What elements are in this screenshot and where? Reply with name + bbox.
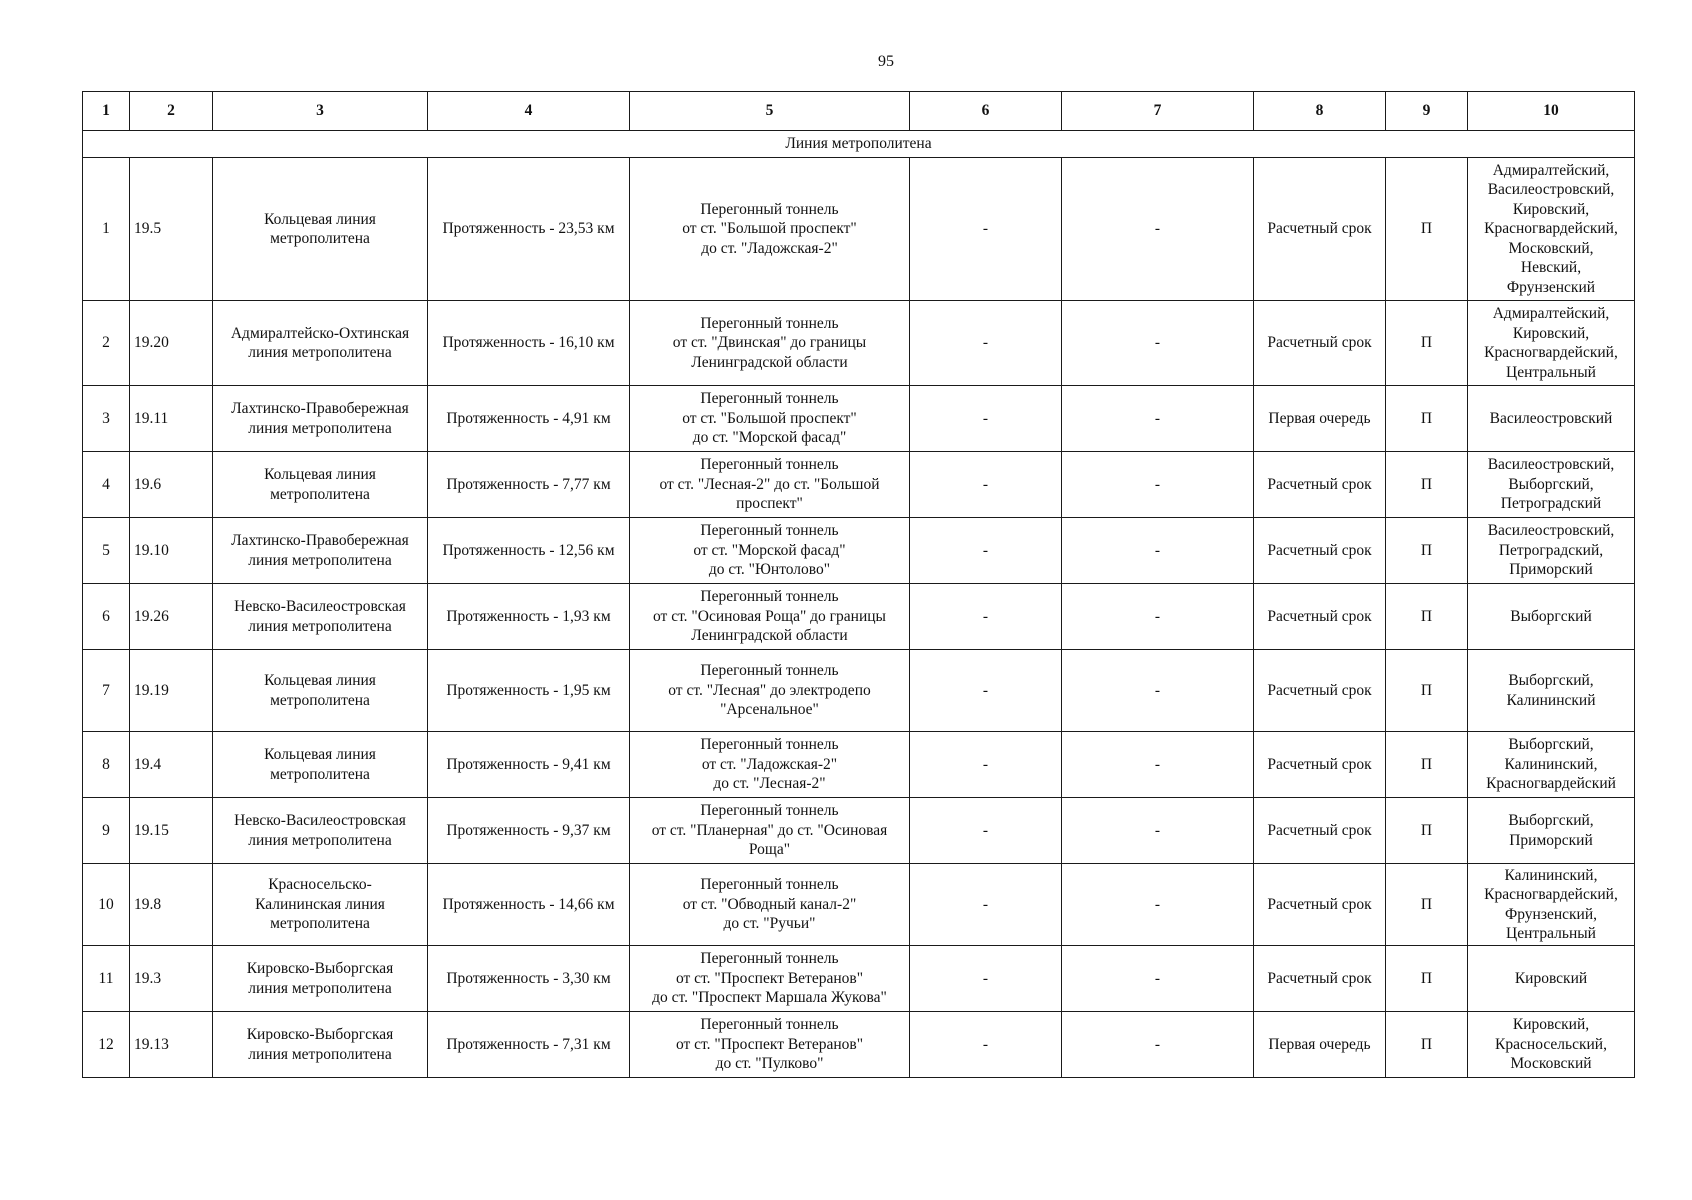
cell-col-7: - [1062,301,1254,386]
cell-col-9: П [1386,452,1468,518]
cell-term: Расчетный срок [1254,650,1386,732]
header-col-6: 6 [910,92,1062,131]
cell-col-7: - [1062,518,1254,584]
cell-line-name: Невско-Василеостровская линия метрополитена [213,798,428,864]
cell-length: Протяженность - 3,30 км [428,946,630,1012]
cell-term: Расчетный срок [1254,158,1386,301]
cell-col-9: П [1386,650,1468,732]
cell-districts: Выборгский [1468,584,1635,650]
cell-term: Расчетный срок [1254,864,1386,946]
cell-districts: Адмиралтейский, Василеостровский, Кировский, Красногвардейский, Московский, Невский, Фрунзенский [1468,158,1635,301]
cell-col-6: - [910,1012,1062,1078]
cell-districts: Выборгский, Калининский [1468,650,1635,732]
cell-line-name: Лахтинско-Правобережная линия метрополитена [213,518,428,584]
cell-code: 19.8 [130,864,213,946]
cell-description: Перегонный тоннель от ст. "Обводный канал-2" до ст. "Ручьи" [630,864,910,946]
cell-term: Расчетный срок [1254,452,1386,518]
table-row [83,386,1635,452]
cell-col-6: - [910,946,1062,1012]
cell-number: 4 [83,452,130,518]
cell-code: 19.5 [130,158,213,301]
header-col-8: 8 [1254,92,1386,131]
table-row [83,452,1635,518]
cell-term: Расчетный срок [1254,518,1386,584]
header-col-3: 3 [213,92,428,131]
cell-code: 19.15 [130,798,213,864]
cell-length: Протяженность - 1,93 км [428,584,630,650]
cell-col-7: - [1062,650,1254,732]
cell-col-6: - [910,452,1062,518]
cell-term: Расчетный срок [1254,946,1386,1012]
cell-number: 3 [83,386,130,452]
cell-number: 12 [83,1012,130,1078]
cell-col-6: - [910,584,1062,650]
cell-col-7: - [1062,946,1254,1012]
cell-line-name: Кировско-Выборгская линия метрополитена [213,946,428,1012]
cell-code: 19.10 [130,518,213,584]
cell-code: 19.11 [130,386,213,452]
cell-term: Расчетный срок [1254,732,1386,798]
cell-number: 8 [83,732,130,798]
cell-code: 19.13 [130,1012,213,1078]
cell-col-6: - [910,301,1062,386]
header-col-7: 7 [1062,92,1254,131]
cell-number: 5 [83,518,130,584]
table-row [83,864,1635,946]
table-row [83,732,1635,798]
table-row [83,798,1635,864]
cell-districts: Василеостровский, Петроградский, Приморский [1468,518,1635,584]
cell-code: 19.26 [130,584,213,650]
cell-description: Перегонный тоннель от ст. "Большой проспект" до ст. "Ладожская-2" [630,158,910,301]
cell-line-name: Лахтинско-Правобережная линия метрополитена [213,386,428,452]
cell-description: Перегонный тоннель от ст. "Лесная" до электродепо "Арсенальное" [630,650,910,732]
cell-line-name: Красносельско- Калининская линия метрополитена [213,864,428,946]
cell-length: Протяженность - 9,37 км [428,798,630,864]
cell-districts: Адмиралтейский, Кировский, Красногвардейский, Центральный [1468,301,1635,386]
table-row [83,1012,1635,1078]
cell-col-9: П [1386,864,1468,946]
cell-line-name: Кировско-Выборгская линия метрополитена [213,1012,428,1078]
cell-number: 11 [83,946,130,1012]
table-row [83,584,1635,650]
cell-description: Перегонный тоннель от ст. "Планерная" до ст. "Осиновая Роща" [630,798,910,864]
cell-col-9: П [1386,301,1468,386]
header-col-1: 1 [83,92,130,131]
header-col-2: 2 [130,92,213,131]
cell-number: 1 [83,158,130,301]
cell-description: Перегонный тоннель от ст. "Двинская" до границы Ленинградской области [630,301,910,386]
cell-length: Протяженность - 1,95 км [428,650,630,732]
cell-term: Расчетный срок [1254,584,1386,650]
table-row [83,518,1635,584]
cell-col-9: П [1386,946,1468,1012]
cell-col-6: - [910,386,1062,452]
cell-line-name: Кольцевая линия метрополитена [213,452,428,518]
cell-col-9: П [1386,158,1468,301]
cell-description: Перегонный тоннель от ст. "Большой проспект" до ст. "Морской фасад" [630,386,910,452]
cell-description: Перегонный тоннель от ст. "Ладожская-2" до ст. "Лесная-2" [630,732,910,798]
cell-col-9: П [1386,584,1468,650]
cell-districts: Кировский, Красносельский, Московский [1468,1012,1635,1078]
cell-description: Перегонный тоннель от ст. "Проспект Ветеранов" до ст. "Пулково" [630,1012,910,1078]
cell-length: Протяженность - 7,77 км [428,452,630,518]
cell-districts: Василеостровский, Выборгский, Петроградский [1468,452,1635,518]
cell-term: Первая очередь [1254,1012,1386,1078]
cell-number: 9 [83,798,130,864]
cell-length: Протяженность - 12,56 км [428,518,630,584]
cell-number: 10 [83,864,130,946]
page-number: 95 [878,53,894,70]
table-row [83,158,1635,301]
cell-districts: Василеостровский [1468,386,1635,452]
cell-code: 19.19 [130,650,213,732]
cell-line-name: Адмиралтейско-Охтинская линия метрополитена [213,301,428,386]
cell-col-9: П [1386,1012,1468,1078]
cell-col-9: П [1386,732,1468,798]
cell-districts: Выборгский, Калининский, Красногвардейский [1468,732,1635,798]
cell-code: 19.4 [130,732,213,798]
cell-length: Протяженность - 16,10 км [428,301,630,386]
cell-number: 6 [83,584,130,650]
cell-term: Первая очередь [1254,386,1386,452]
cell-description: Перегонный тоннель от ст. "Осиновая Роща" до границы Ленинградской области [630,584,910,650]
cell-length: Протяженность - 9,41 км [428,732,630,798]
cell-col-9: П [1386,798,1468,864]
header-row [83,92,1635,131]
cell-col-6: - [910,798,1062,864]
cell-code: 19.3 [130,946,213,1012]
cell-line-name: Кольцевая линия метрополитена [213,158,428,301]
cell-number: 7 [83,650,130,732]
cell-description: Перегонный тоннель от ст. "Морской фасад" до ст. "Юнтолово" [630,518,910,584]
cell-col-7: - [1062,452,1254,518]
header-col-10: 10 [1468,92,1635,131]
cell-description: Перегонный тоннель от ст. "Лесная-2" до ст. "Большой проспект" [630,452,910,518]
section-row [83,131,1635,158]
section-title: Линия метрополитена [83,131,1635,158]
cell-col-7: - [1062,798,1254,864]
table-row [83,946,1635,1012]
cell-districts: Калининский, Красногвардейский, Фрунзенский, Центральный [1468,864,1635,946]
cell-description: Перегонный тоннель от ст. "Проспект Ветеранов" до ст. "Проспект Маршала Жукова" [630,946,910,1012]
cell-code: 19.20 [130,301,213,386]
cell-length: Протяженность - 23,53 км [428,158,630,301]
cell-col-7: - [1062,158,1254,301]
cell-col-6: - [910,518,1062,584]
cell-districts: Выборгский, Приморский [1468,798,1635,864]
cell-col-6: - [910,732,1062,798]
cell-col-6: - [910,864,1062,946]
cell-col-9: П [1386,518,1468,584]
cell-col-6: - [910,650,1062,732]
header-col-5: 5 [630,92,910,131]
header-col-4: 4 [428,92,630,131]
cell-length: Протяженность - 4,91 км [428,386,630,452]
metro-lines-table [82,91,1635,1078]
cell-col-9: П [1386,386,1468,452]
table-row [83,301,1635,386]
cell-term: Расчетный срок [1254,301,1386,386]
cell-length: Протяженность - 14,66 км [428,864,630,946]
cell-col-7: - [1062,732,1254,798]
cell-code: 19.6 [130,452,213,518]
cell-districts: Кировский [1468,946,1635,1012]
cell-col-7: - [1062,584,1254,650]
cell-number: 2 [83,301,130,386]
cell-col-7: - [1062,864,1254,946]
header-col-9: 9 [1386,92,1468,131]
cell-col-7: - [1062,386,1254,452]
cell-term: Расчетный срок [1254,798,1386,864]
cell-line-name: Кольцевая линия метрополитена [213,732,428,798]
table-row [83,650,1635,732]
cell-col-6: - [910,158,1062,301]
cell-length: Протяженность - 7,31 км [428,1012,630,1078]
cell-line-name: Невско-Василеостровская линия метрополитена [213,584,428,650]
cell-col-7: - [1062,1012,1254,1078]
cell-line-name: Кольцевая линия метрополитена [213,650,428,732]
